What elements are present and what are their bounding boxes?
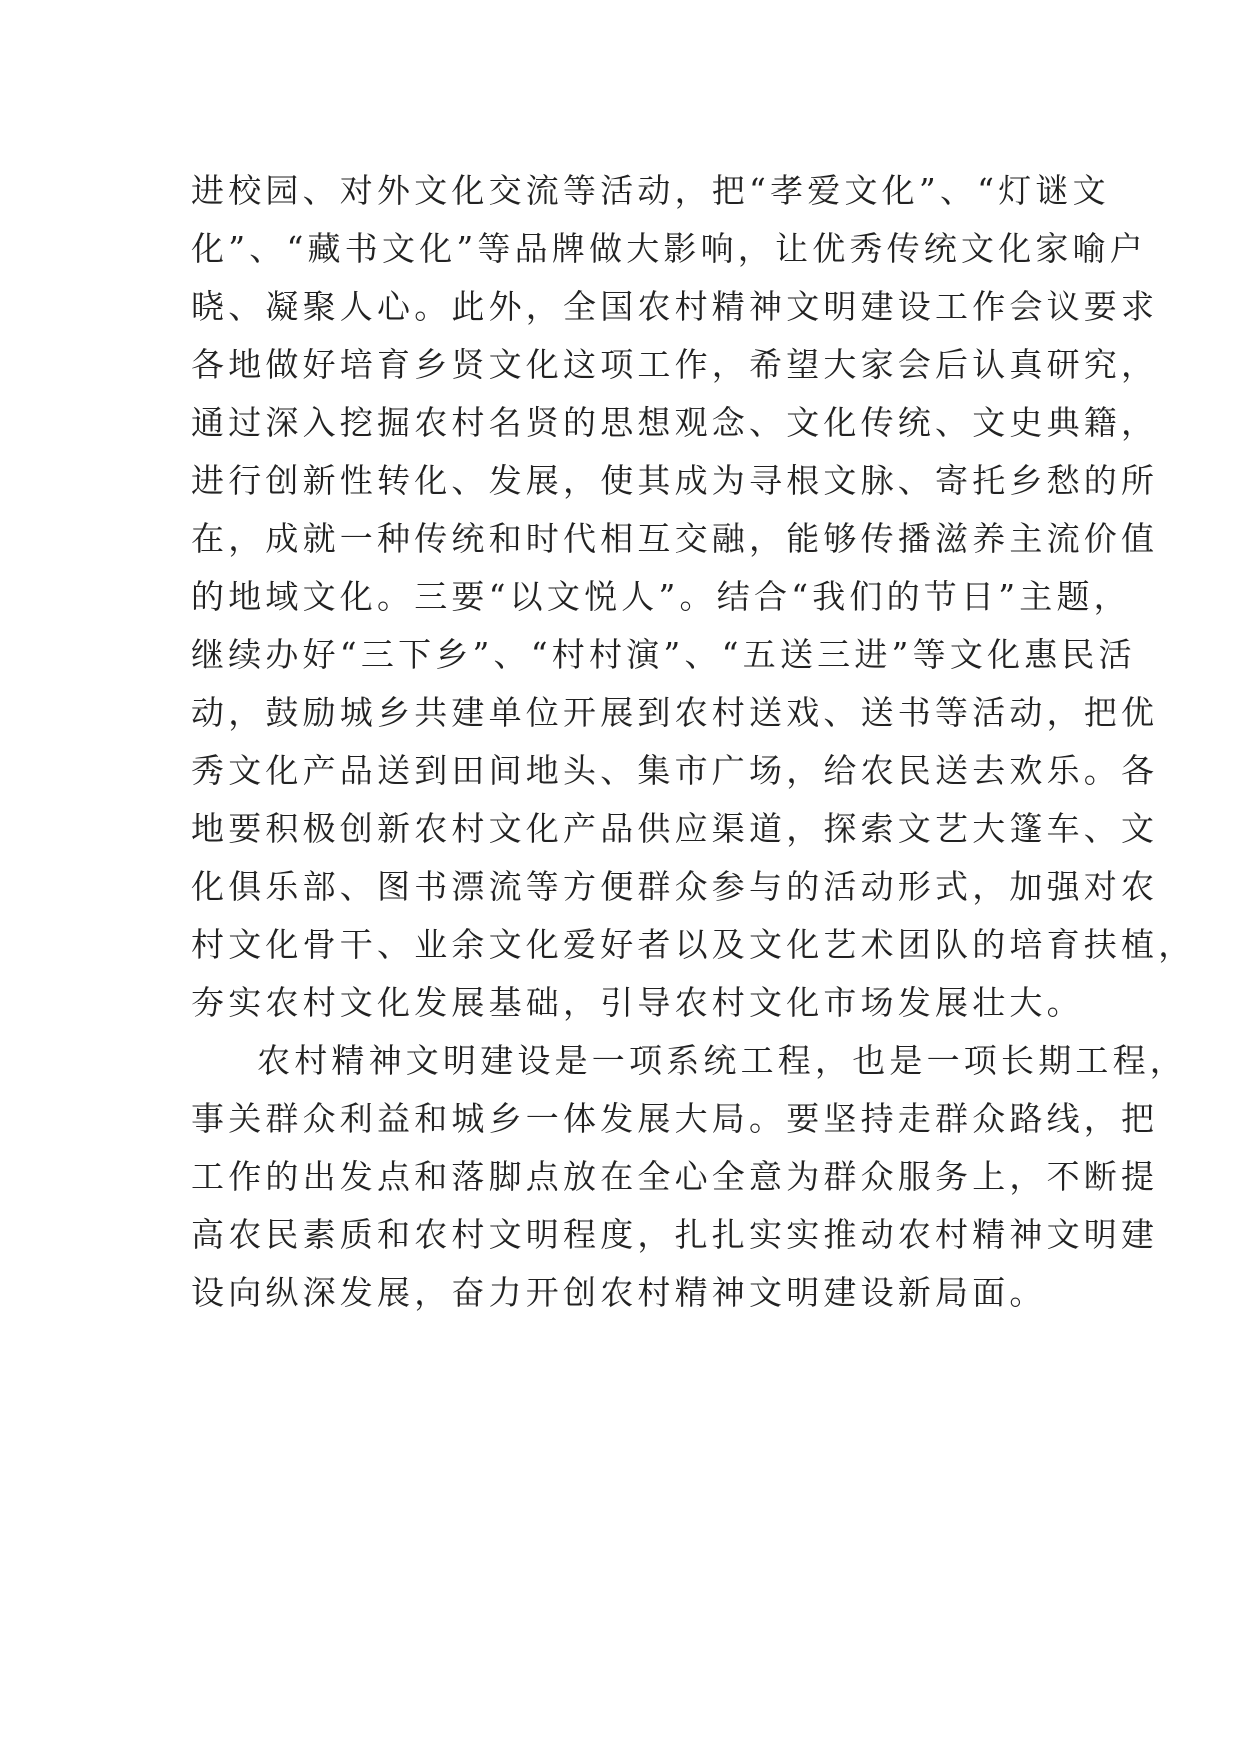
paragraph-line: 继续办好“三下乡”、“村村演”、“五送三进”等文化惠民活 — [191, 635, 1136, 674]
paragraph-line: 进校园、对外文化交流等活动，把“孝爱文化”、“灯谜文 — [191, 171, 1110, 210]
paragraph-line: 的地域文化。三要“以文悦人”。结合“我们的节日”主题， — [191, 577, 1131, 616]
paragraph-line: 农村精神文明建设是一项系统工程，也是一项长期工程， — [257, 1041, 1187, 1080]
paragraph-line: 夯实农村文化发展基础，引导农村文化市场发展壮大。 — [191, 983, 1084, 1022]
paragraph-line: 化俱乐部、图书漂流等方便群众参与的活动形式，加强对农 — [191, 867, 1159, 906]
paragraph-line: 高农民素质和农村文明程度，扎扎实实推动农村精神文明建 — [191, 1215, 1159, 1254]
paragraph-line: 各地做好培育乡贤文化这项工作，希望大家会后认真研究， — [191, 345, 1159, 384]
paragraph-1 — [191, 162, 1196, 1032]
paragraph-line: 地要积极创新农村文化产品供应渠道，探索文艺大篷车、文 — [191, 809, 1159, 848]
paragraph-2 — [191, 1032, 1187, 1322]
paragraph-line: 秀文化产品送到田间地头、集市广场，给农民送去欢乐。各 — [191, 751, 1159, 790]
paragraph-line: 事关群众利益和城乡一体发展大局。要坚持走群众路线，把 — [191, 1099, 1159, 1138]
paragraph-line: 通过深入挖掘农村名贤的思想观念、文化传统、文史典籍， — [191, 403, 1159, 442]
paragraph-line: 村文化骨干、业余文化爱好者以及文化艺术团队的培育扶植， — [191, 925, 1196, 964]
paragraph-line: 动，鼓励城乡共建单位开展到农村送戏、送书等活动，把优 — [191, 693, 1159, 732]
paragraph-line: 晓、凝聚人心。此外，全国农村精神文明建设工作会议要求 — [191, 287, 1159, 326]
paragraph-line: 工作的出发点和落脚点放在全心全意为群众服务上，不断提 — [191, 1157, 1159, 1196]
paragraph-line: 在，成就一种传统和时代相互交融，能够传播滋养主流价值 — [191, 519, 1159, 558]
document-body — [191, 162, 1196, 1322]
paragraph-line: 设向纵深发展，奋力开创农村精神文明建设新局面。 — [191, 1273, 1047, 1312]
paragraph-line: 进行创新性转化、发展，使其成为寻根文脉、寄托乡愁的所 — [191, 461, 1159, 500]
paragraph-line: 化”、“藏书文化”等品牌做大影响，让优秀传统文化家喻户 — [191, 229, 1148, 268]
